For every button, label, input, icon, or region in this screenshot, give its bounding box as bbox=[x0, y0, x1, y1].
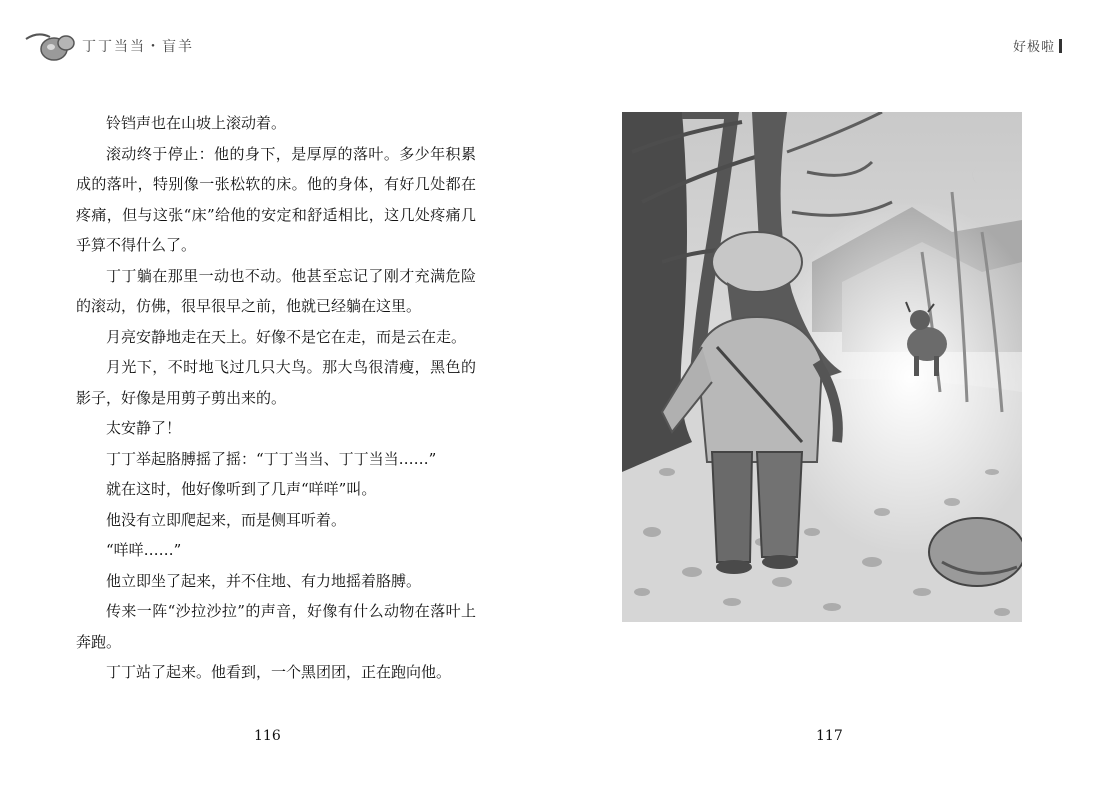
paragraph: 滚动终于停止：他的身下，是厚厚的落叶。多少年积累成的落叶，特别像一张松软的床。他的身体，有好几处都在疼痛，但与这张“床”给他的安定和舒适相比，这几处疼痛几乎算不得什么了。 bbox=[76, 144, 476, 254]
paragraph: 月光下，不时地飞过几只大鸟。那大鸟很清瘦，黑色的影子，好像是用剪子剪出来的。 bbox=[76, 358, 476, 407]
paragraph: 他立即坐了起来，并不住地、有力地摇着胳膊。 bbox=[106, 571, 422, 590]
left-page-text bbox=[76, 108, 476, 688]
page-number-right: 117 bbox=[816, 728, 843, 744]
header-right bbox=[1013, 36, 1062, 55]
paragraph: 他没有立即爬起来，而是侧耳听着。 bbox=[106, 510, 347, 529]
illustration-boy-forest-goat-icon bbox=[622, 112, 1022, 622]
header-left bbox=[24, 28, 194, 64]
paragraph: 月亮安静地走在天上。好像不是它在走，而是云在走。 bbox=[106, 327, 467, 346]
chapter-title: 好极啦 bbox=[1012, 40, 1055, 55]
header-bar bbox=[1059, 39, 1062, 53]
paragraph: 丁丁举起胳膊摇了摇：“丁丁当当、丁丁当当……” bbox=[106, 449, 437, 468]
gourd-logo-icon bbox=[24, 29, 78, 63]
paragraph: 铃铛声也在山坡上滚动着。 bbox=[106, 114, 287, 132]
paragraph: 丁丁站了起来。他看到，一个黑团团，正在跑向他。 bbox=[106, 663, 452, 681]
paragraph: “咩咩……” bbox=[106, 541, 182, 559]
paragraph: 就在这时，他好像听到了几声“咩咩”叫。 bbox=[106, 480, 377, 498]
paragraph: 传来一阵“沙拉沙拉”的声音，好像有什么动物在落叶上奔跑。 bbox=[76, 602, 476, 651]
paragraph: 丁丁躺在那里一动也不动。他甚至忘记了刚才充满危险的滚动，仿佛，很早很早之前，他就已经躺在这里。 bbox=[76, 266, 476, 315]
paragraph: 太安静了！ bbox=[106, 419, 182, 437]
series-title: 丁丁当当・盲羊 bbox=[82, 39, 194, 55]
page-number-left: 116 bbox=[254, 728, 281, 744]
